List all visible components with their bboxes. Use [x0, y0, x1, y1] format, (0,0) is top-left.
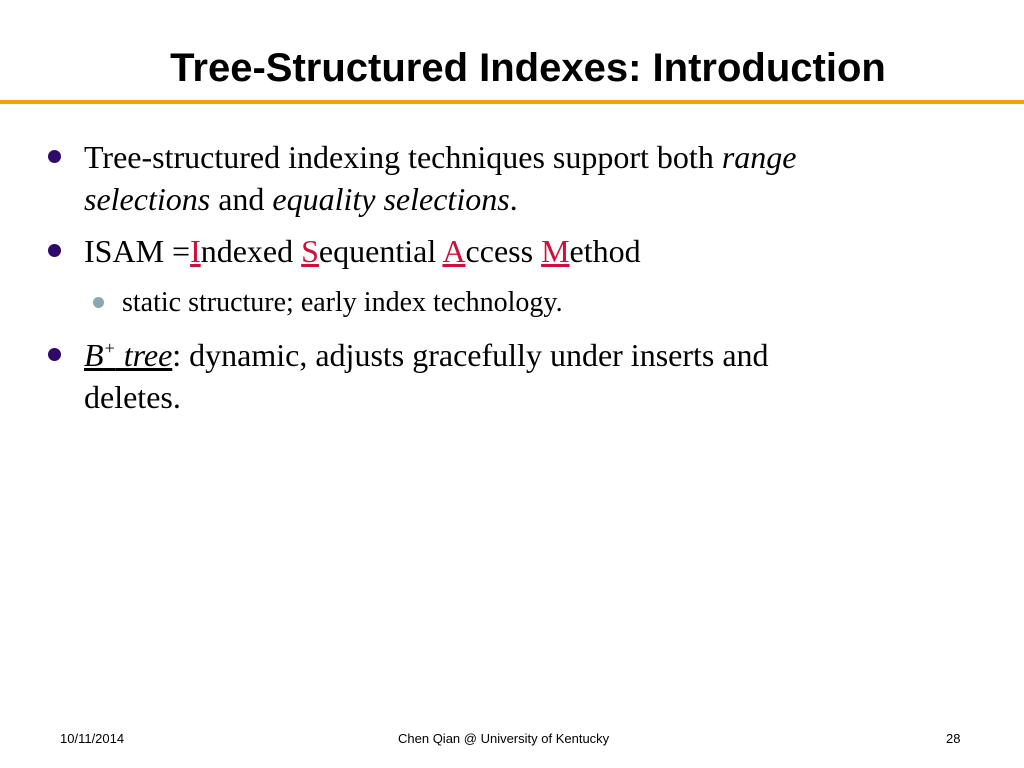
footer-author: Chen Qian @ University of Kentucky [398, 731, 610, 746]
acronym-letter: M [541, 233, 570, 269]
text-segment: ISAM = [84, 233, 191, 269]
text-segment: : dynamic, adjusts gracefully under inserts and [172, 337, 769, 373]
text-segment: and [210, 181, 273, 217]
text-segment: . [509, 181, 518, 217]
tree-word: tree [115, 337, 173, 373]
b-letter: B [84, 337, 104, 373]
sub-bullet-dot-icon [93, 297, 104, 308]
text-segment: deletes. [84, 379, 181, 415]
acronym-letter: A [442, 233, 466, 269]
text-segment: ndexed [200, 233, 302, 269]
bullet-dot-icon [48, 150, 61, 163]
bullet-text [84, 334, 984, 418]
italic-selections: selections [84, 181, 211, 217]
superscript-plus: + [103, 338, 116, 358]
footer-date: 10/11/2014 [60, 731, 125, 746]
b-plus-tree-term [84, 337, 172, 373]
bullet-dot-icon [48, 348, 61, 361]
bullet-text [84, 136, 984, 220]
text-segment: ethod [569, 233, 641, 269]
bullet-dot-icon [48, 244, 61, 257]
italic-equality-selections: equality selections [272, 181, 510, 217]
text-segment: ccess [465, 233, 542, 269]
acronym-letter: S [301, 233, 319, 269]
title-divider [0, 100, 1024, 104]
footer-page-number: 28 [946, 731, 961, 746]
acronym-letter: I [190, 233, 201, 269]
text-segment: equential [318, 233, 443, 269]
sub-bullet-text: static structure; early index technology. [122, 287, 563, 318]
text-segment: Tree-structured indexing techniques support both [84, 139, 722, 175]
italic-range: range [721, 139, 797, 175]
bullet-text [84, 230, 984, 272]
slide-title: Tree-Structured Indexes: Introduction [170, 46, 886, 90]
